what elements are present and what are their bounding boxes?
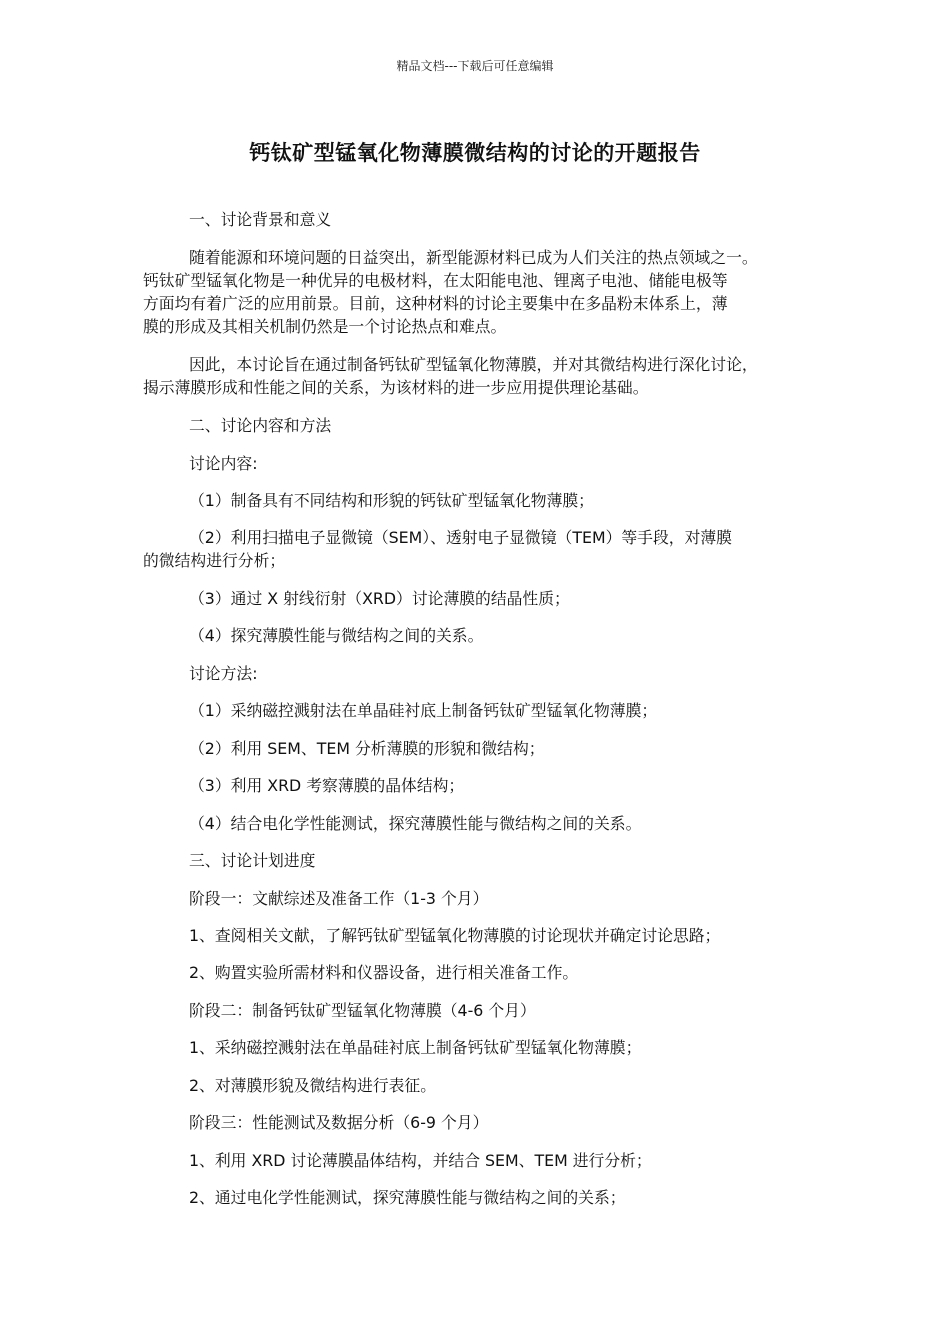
list-item: 2、购置实验所需材料和仪器设备，进行相关准备工作。 — [189, 963, 579, 982]
section-heading: 二、讨论内容和方法 — [189, 416, 332, 435]
paragraph-line: 因此，本讨论旨在通过制备钙钛矿型锰氧化物薄膜，并对其微结构进行深化讨论， — [189, 355, 758, 374]
paragraph-line: 钙钛矿型锰氧化物是一种优异的电极材料，在太阳能电池、锂离子电池、储能电极等 — [143, 271, 728, 290]
list-item: 1、查阅相关文献，了解钙钛矿型锰氧化物薄膜的讨论现状并确定讨论思路； — [189, 926, 721, 945]
list-item: （3）通过 X 射线衍射（XRD）讨论薄膜的结晶性质； — [189, 589, 570, 608]
section-heading: 三、讨论计划进度 — [189, 851, 316, 870]
list-item: 2、通过电化学性能测试，探究薄膜性能与微结构之间的关系； — [189, 1188, 626, 1207]
list-item: 1、采纳磁控溅射法在单晶硅衬底上制备钙钛矿型锰氧化物薄膜； — [189, 1038, 642, 1057]
list-item: （3）利用 XRD 考察薄膜的晶体结构； — [189, 776, 465, 795]
list-item: （1）制备具有不同结构和形貌的钙钛矿型锰氧化物薄膜； — [189, 491, 594, 510]
list-item: （4）结合电化学性能测试，探究薄膜性能与微结构之间的关系。 — [189, 814, 642, 833]
paragraph-line: 方面均有着广泛的应用前景。目前，这种材料的讨论主要集中在多晶粉末体系上，薄 — [143, 294, 728, 313]
paragraph-line: 随着能源和环境问题的日益突出，新型能源材料已成为人们关注的热点领域之一。 — [189, 248, 758, 267]
paragraph-line: 膜的形成及其相关机制仍然是一个讨论热点和难点。 — [143, 317, 507, 336]
stage-label: 阶段一：文献综述及准备工作（1-3 个月） — [189, 889, 489, 908]
document-title: 钙钛矿型锰氧化物薄膜微结构的讨论的开题报告 — [249, 141, 701, 165]
list-item: （2）利用 SEM、TEM 分析薄膜的形貌和微结构； — [189, 739, 545, 758]
list-item: （2）利用扫描电子显微镜（SEM）、透射电子显微镜（TEM）等手段，对薄膜 — [189, 528, 732, 547]
list-item: 1、利用 XRD 讨论薄膜晶体结构，并结合 SEM、TEM 进行分析； — [189, 1151, 652, 1170]
paragraph-line: 揭示薄膜形成和性能之间的关系，为该材料的进一步应用提供理论基础。 — [143, 378, 649, 397]
subheading: 讨论内容: — [189, 454, 258, 473]
stage-label: 阶段三：性能测试及数据分析（6-9 个月） — [189, 1113, 489, 1132]
stage-label: 阶段二：制备钙钛矿型锰氧化物薄膜（4-6 个月） — [189, 1001, 536, 1020]
list-item: （4）探究薄膜性能与微结构之间的关系。 — [189, 626, 484, 645]
section-heading: 一、讨论背景和意义 — [189, 210, 332, 229]
header-note: 精品文档---下载后可任意编辑 — [396, 59, 554, 73]
list-item: 的微结构进行分析； — [143, 551, 286, 570]
list-item: 2、对薄膜形貌及微结构进行表征。 — [189, 1076, 437, 1095]
list-item: （1）采纳磁控溅射法在单晶硅衬底上制备钙钛矿型锰氧化物薄膜； — [189, 701, 658, 720]
subheading: 讨论方法: — [189, 664, 258, 683]
